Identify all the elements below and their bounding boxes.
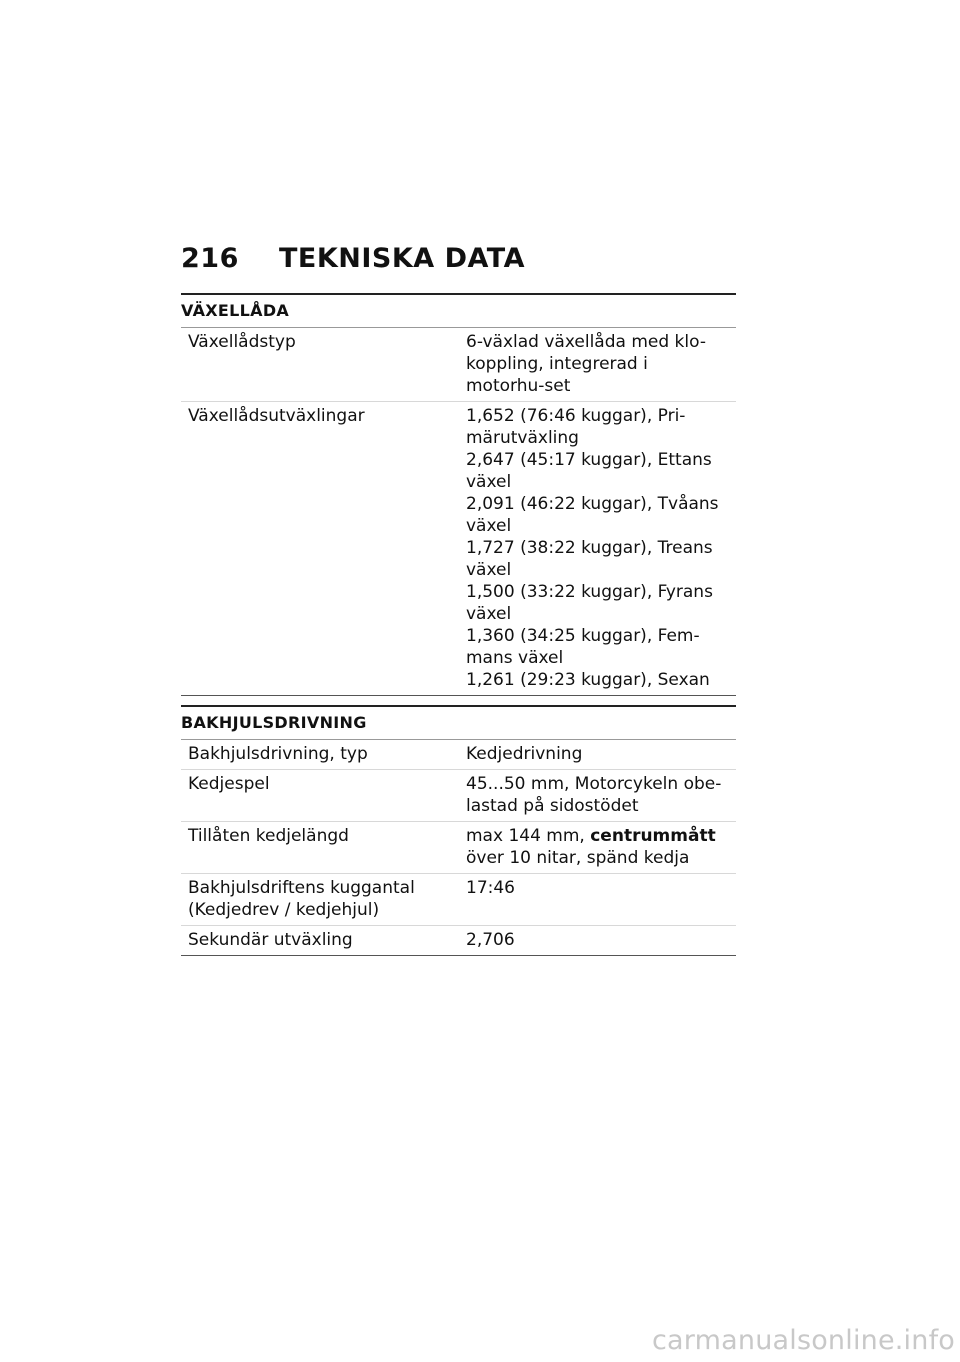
row-label: Växellådstyp [188,332,296,352]
gearbox-section [181,293,736,696]
row-value: 2,706 [459,926,736,956]
row-value: 45...50 mm, Motorcykeln obe-lastad på sidostödet [459,770,736,822]
gear-ratio-list [459,402,736,696]
table-row [181,926,736,956]
watermark: carmanualsonline.info [652,1325,955,1356]
rear-drive-section [181,705,736,956]
gear-ratio-6: 1,261 (29:23 kuggar), Sexan [466,670,710,690]
row-value: Kedjedrivning [466,744,583,764]
row-label: Bakhjulsdrivning, typ [188,744,368,764]
row-label: Sekundär utväxling [181,926,459,956]
row-label: Kedjespel [181,770,459,822]
gear-ratio-5: 1,360 (34:25 kuggar), Fem-mans växel [466,626,700,668]
chapter-title: TEKNISKA DATA [279,243,526,274]
rear-drive-spec-table [181,739,736,956]
gearbox-section-title: VÄXELLÅDA [181,301,290,320]
gear-ratio-primary: 1,652 (76:46 kuggar), Pri-märutväxling [466,406,686,448]
table-row [181,328,736,402]
table-row [181,822,736,874]
gear-ratio-3: 1,727 (38:22 kuggar), Treans växel [466,538,713,580]
gear-ratio-4: 1,500 (33:22 kuggar), Fyrans växel [466,582,713,624]
row-value: 6-växlad växellåda med klo-koppling, integrerad i motorhu-set [466,332,706,396]
rear-drive-section-title: BAKHJULSDRIVNING [181,713,367,732]
table-row [181,770,736,822]
gearbox-spec-table [181,327,736,696]
page-header [181,243,525,274]
row-label: Växellådsutväxlingar [181,402,459,696]
row-label: Tillåten kedjelängd [181,822,459,874]
value-prefix: max 144 mm, [466,826,591,846]
row-label: Bakhjulsdriftens kuggantal (Kedjedrev / kedjehjul) [181,874,459,926]
page-number: 216 [181,243,239,274]
row-value: 17:46 [459,874,736,926]
table-row [181,874,736,926]
table-row [181,740,736,770]
value-bold-term: centrummått [590,826,716,846]
row-value [459,822,736,874]
gear-ratio-1: 2,647 (45:17 kuggar), Ettans växel [466,450,712,492]
gear-ratio-2: 2,091 (46:22 kuggar), Tvåans växel [466,494,719,536]
value-suffix: över 10 nitar, spänd kedja [466,848,690,868]
table-row [181,402,736,696]
